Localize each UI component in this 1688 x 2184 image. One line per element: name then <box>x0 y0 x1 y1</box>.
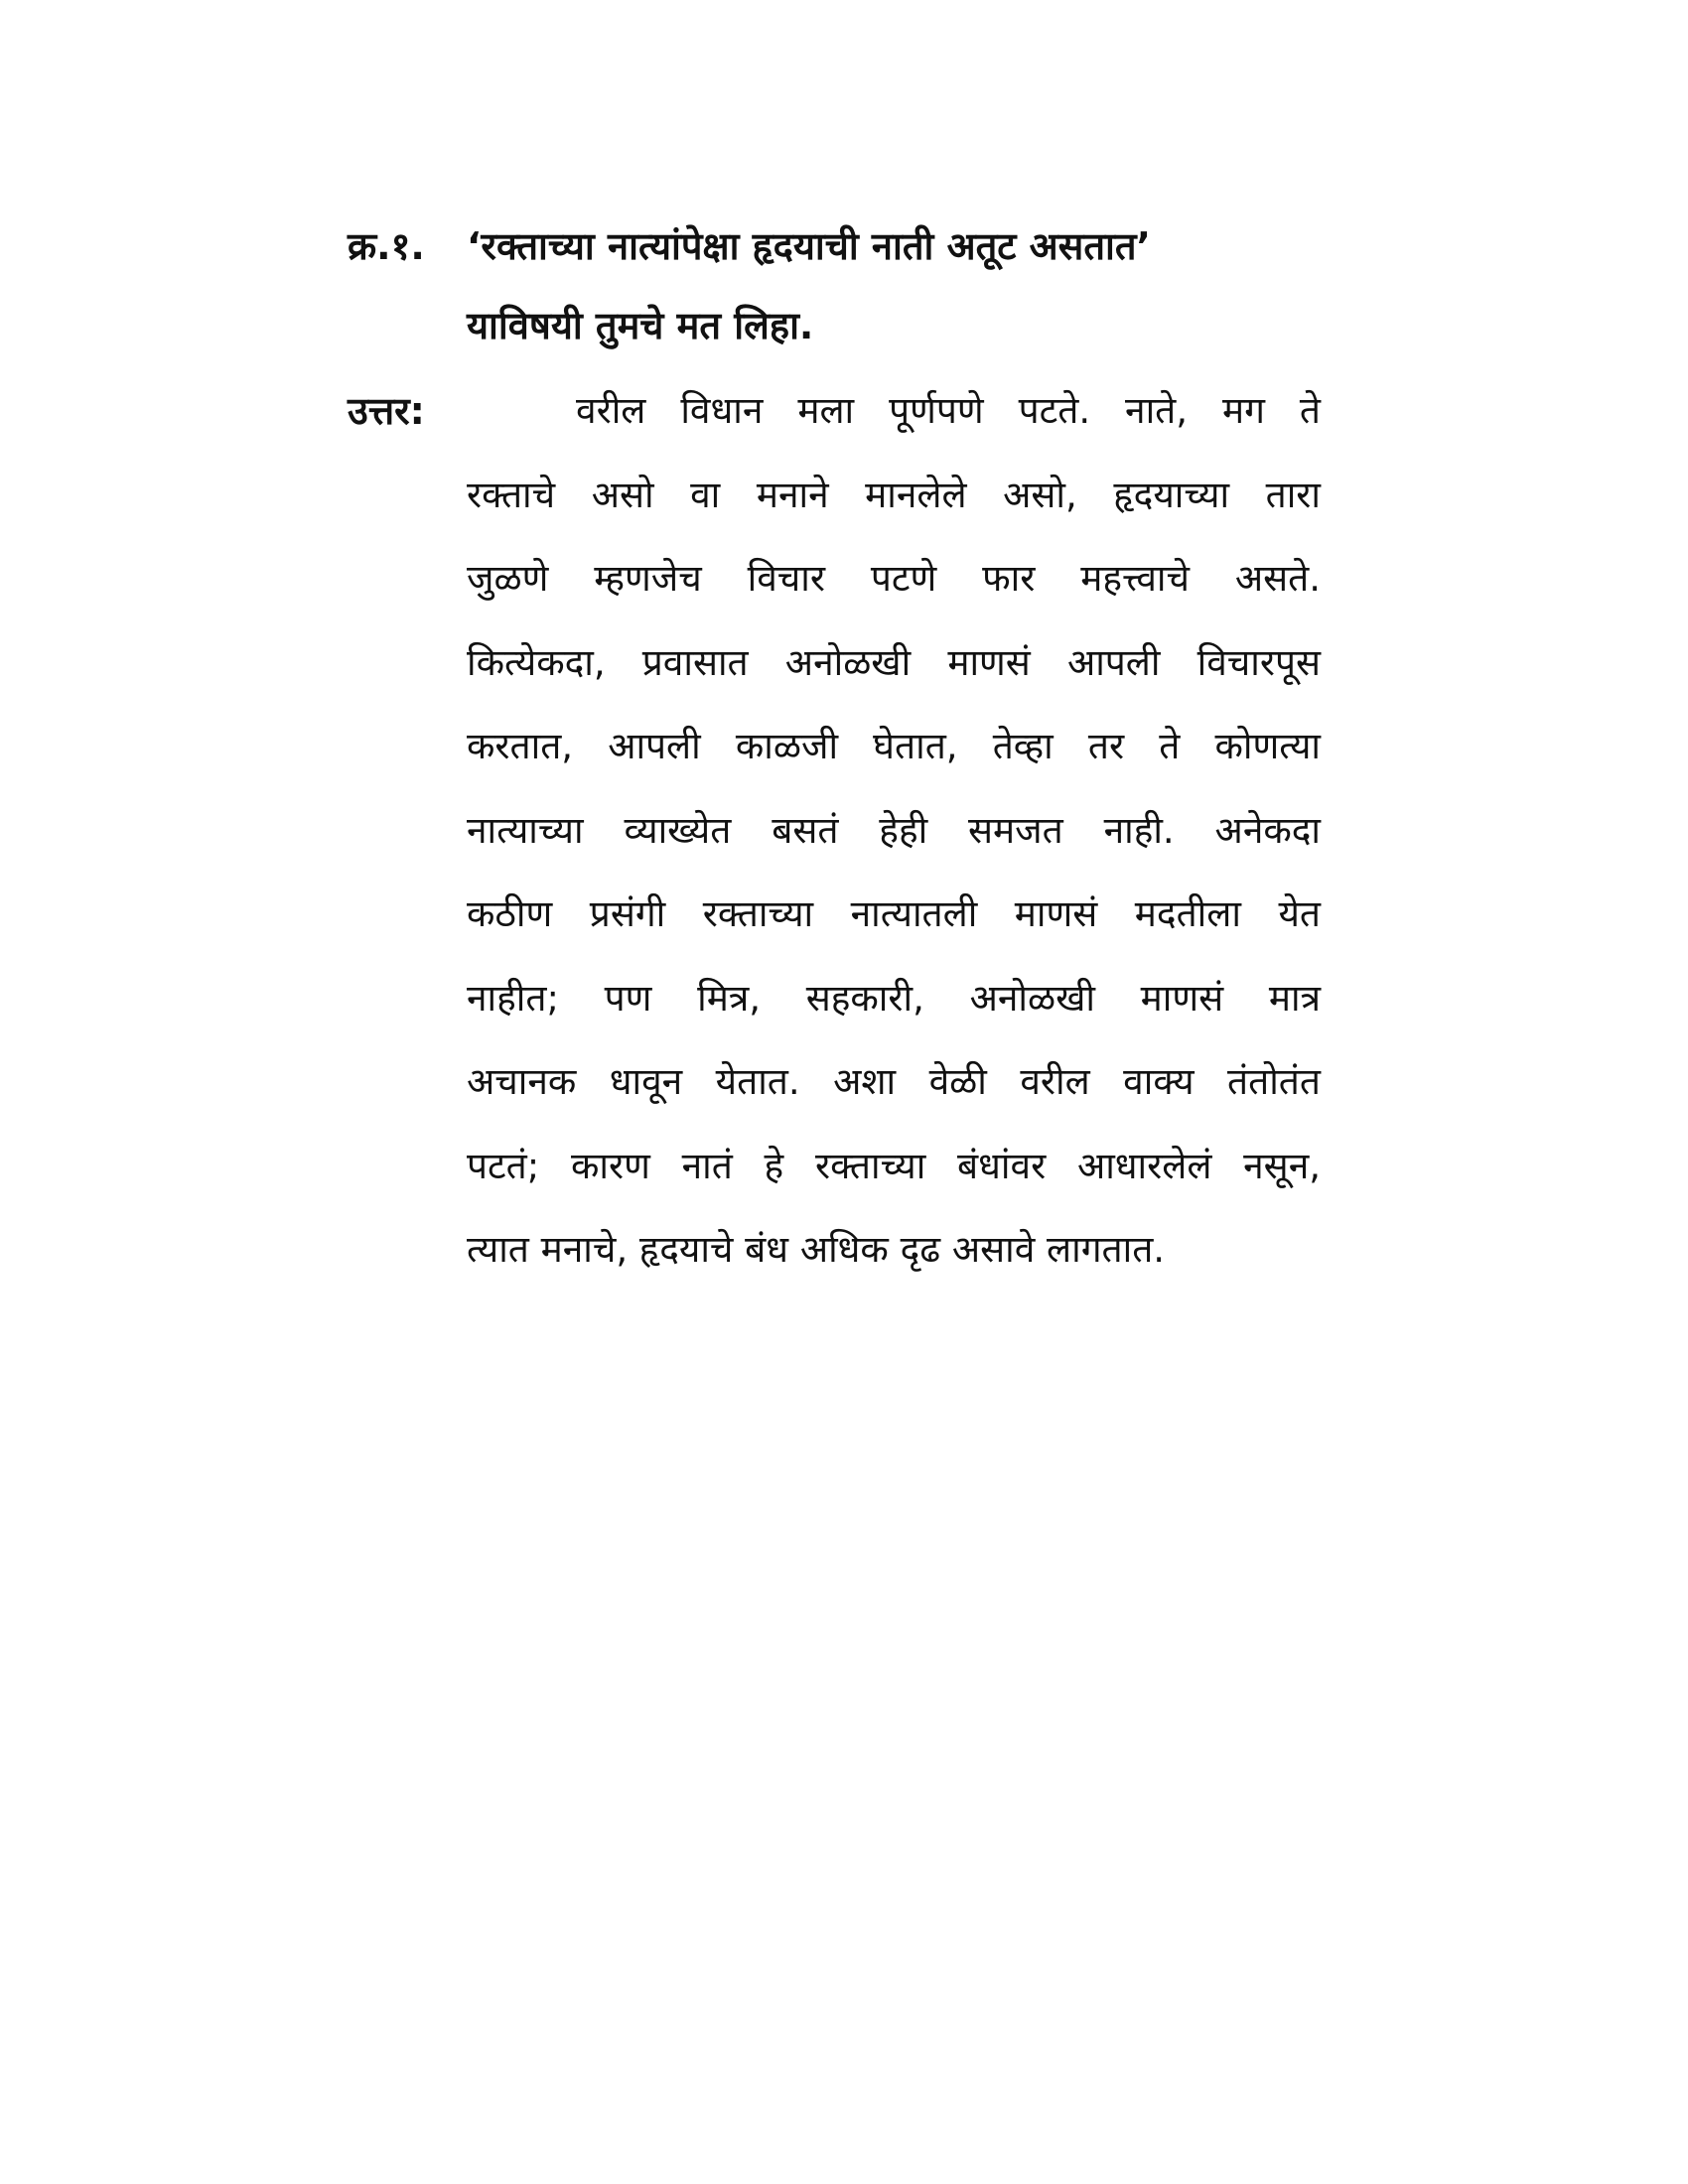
answer-line: करतात, आपली काळजी घेतात, तेव्हा तर ते कोणत्या <box>467 725 1321 767</box>
answer-line: नाहीत; पण मित्र, सहकारी, अनोळखी माणसं मात्र <box>467 976 1321 1020</box>
answer-line: कित्येकदा, प्रवासात अनोळखी माणसं आपली विचारपूस <box>467 640 1321 684</box>
answer-line: जुळणे म्हणजेच विचार पटणे फार महत्त्वाचे असते. <box>467 557 1321 600</box>
question-line: याविषयी तुमचे मत लिहा. <box>467 304 814 347</box>
answer-line: पटतं; कारण नातं हे रक्ताच्या बंधांवर आधारलेलं नसून, <box>467 1144 1321 1187</box>
answer-line: रक्ताचे असो वा मनाने मानलेले असो, हृदयाच्या तारा <box>467 473 1321 516</box>
answer-line: अचानक धावून येतात. अशा वेळी वरील वाक्य तंतोतंत <box>467 1060 1321 1103</box>
question-text <box>467 206 1321 365</box>
answer-line: वरील विधान मला पूर्णपणे पटते. नाते, मग ते <box>576 389 1321 432</box>
answer-text <box>467 369 1321 1293</box>
answer-line: कठीण प्रसंगी रक्ताच्या नात्यातली माणसं मदतीला येत <box>467 892 1321 935</box>
answer-label: उत्तर: <box>348 389 425 433</box>
question-line: ‘रक्ताच्या नात्यांपेक्षा हृदयाची नाती अतूट असतात’ <box>467 224 1151 268</box>
question-number: क्र.१. <box>348 224 425 268</box>
answer-line: नात्याच्या व्याख्येत बसतं हेही समजत नाही. अनेकदा <box>467 808 1321 852</box>
answer-line: त्यात मनाचे, हृदयाचे बंध अधिक दृढ असावे लागतात. <box>467 1228 1166 1271</box>
